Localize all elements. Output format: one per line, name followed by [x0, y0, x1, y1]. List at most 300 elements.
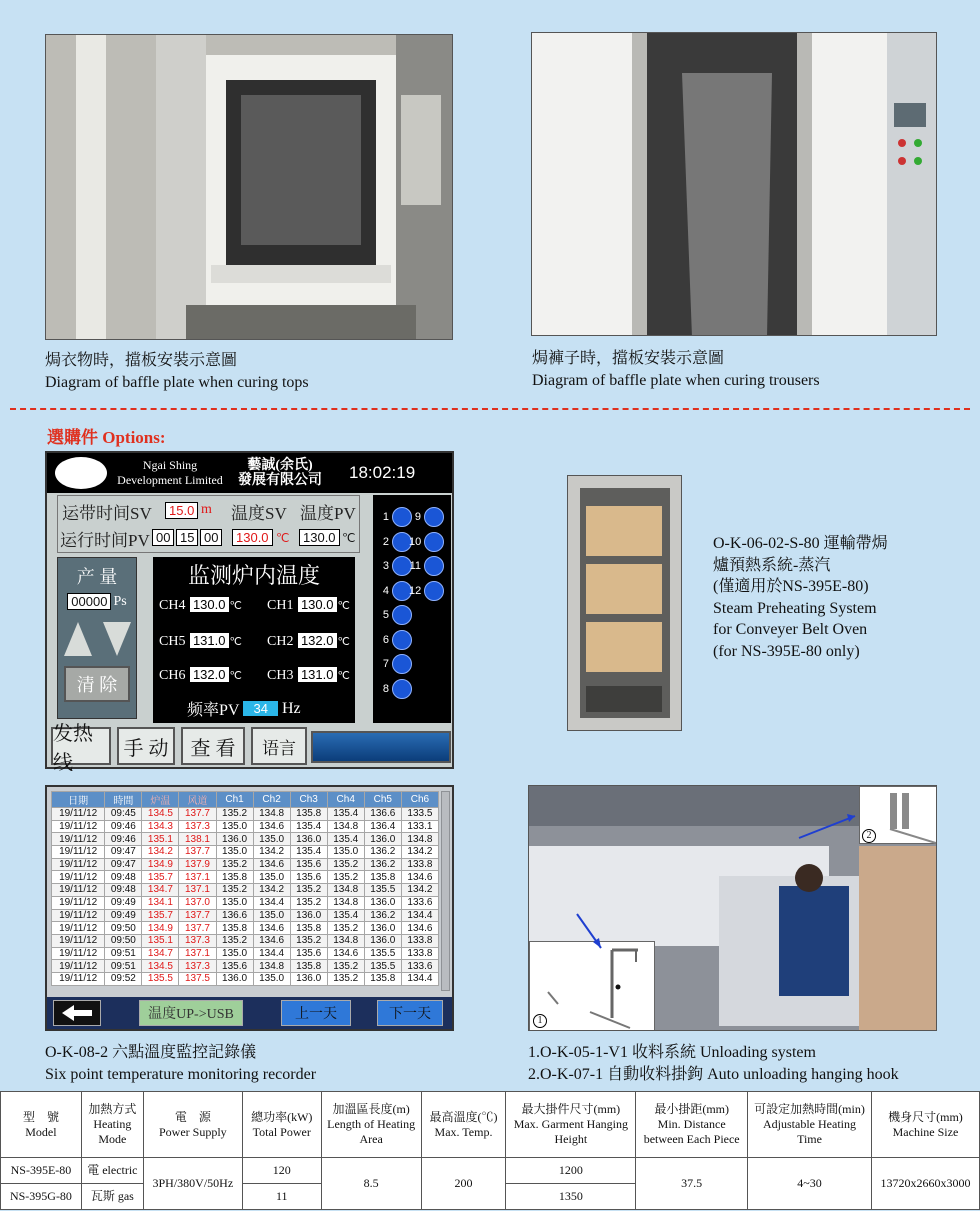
run-time-minutes: 15: [176, 529, 198, 546]
zone-indicator: [377, 628, 412, 653]
recorder-cell: 136.0: [364, 934, 401, 947]
recorder-cell: 134.8: [327, 820, 364, 833]
recorder-row[interactable]: [52, 972, 439, 985]
temp-pv-label: 温度PV: [300, 504, 356, 523]
manual-button[interactable]: 手 动: [117, 727, 175, 765]
zone-indicator-panel: [373, 495, 451, 723]
export-usb-button[interactable]: 温度UP->USB: [139, 1000, 243, 1026]
recorder-cell: 19/11/12: [52, 858, 105, 871]
spec-hanging-height-2: 1350: [506, 1184, 636, 1210]
zone-dot-icon: [392, 654, 412, 674]
recorder-cell: 134.8: [327, 934, 364, 947]
recorder-cell: 135.2: [327, 871, 364, 884]
recorder-cell: 134.4: [401, 972, 438, 985]
zone-indicator: [377, 603, 412, 628]
recorder-cell: 135.8: [290, 808, 327, 821]
spec-header-en: Machine Size: [892, 1124, 959, 1139]
zone-label: 7: [382, 658, 389, 671]
recorder-cell: 135.5: [364, 960, 401, 973]
zone-label: 11: [409, 560, 421, 573]
recorder-cell: 135.2: [327, 960, 364, 973]
temp-sv-unit: ℃: [276, 531, 290, 545]
recorder-cell: 135.2: [327, 922, 364, 935]
recorder-cell: 134.6: [401, 871, 438, 884]
recorder-cell: 137.9: [179, 858, 216, 871]
zone-indicator: [377, 579, 412, 604]
photo-steam-preheater: [567, 475, 682, 731]
recorder-column-header: Ch2: [253, 792, 290, 808]
recorder-row[interactable]: [52, 884, 439, 897]
spec-column-header: [321, 1092, 421, 1158]
recorder-cell: 09:50: [105, 922, 142, 935]
recorder-cell: 137.5: [179, 972, 216, 985]
spec-column-header: [81, 1092, 143, 1158]
channel-ch2: CH2 132.0 ℃: [267, 633, 350, 649]
recorder-cell: 135.7: [142, 909, 179, 922]
zone-label: 4: [382, 584, 389, 597]
spec-header-zh: 最小掛距(mm): [654, 1102, 729, 1116]
zone-label: 2: [382, 535, 389, 548]
output-panel: [57, 557, 137, 719]
settings-frame: [57, 495, 360, 553]
recorder-cell: 136.2: [364, 846, 401, 859]
inset-label-2: 2: [862, 829, 876, 843]
recorder-cell: 137.7: [179, 909, 216, 922]
recorder-cell: 136.0: [290, 972, 327, 985]
caption-en: Diagram of baffle plate when curing trousers: [532, 372, 820, 389]
spec-power-supply: 3PH/380V/50Hz: [143, 1158, 242, 1210]
zone-dot-icon: [424, 581, 444, 601]
recorder-cell: 134.7: [142, 884, 179, 897]
recorder-cell: 19/11/12: [52, 934, 105, 947]
recorder-cell: 19/11/12: [52, 972, 105, 985]
recorder-cell: 135.0: [253, 833, 290, 846]
recorder-cell: 137.3: [179, 960, 216, 973]
recorder-cell: 135.6: [290, 947, 327, 960]
recorder-cell: 138.1: [179, 833, 216, 846]
zone-label: 1: [382, 511, 389, 524]
recorder-cell: 135.4: [327, 808, 364, 821]
belt-time-unit: m: [201, 502, 212, 517]
recorder-cell: 134.2: [401, 884, 438, 897]
spec-min-distance: 37.5: [636, 1158, 748, 1210]
recorder-cell: 137.3: [179, 820, 216, 833]
temperature-recorder: [45, 785, 454, 1031]
recorder-cell: 135.2: [290, 896, 327, 909]
temp-pv-field: 130.0: [299, 529, 340, 546]
recorder-cell: 19/11/12: [52, 922, 105, 935]
recorder-row[interactable]: [52, 896, 439, 909]
recorder-cell: 134.2: [253, 884, 290, 897]
recorder-cell: 19/11/12: [52, 820, 105, 833]
dashed-divider: [10, 408, 970, 410]
run-time-seconds: 00: [200, 529, 222, 546]
zone-indicator: [377, 505, 412, 530]
unloading-caption: 1.O-K-05-1-V1 收料系統 Unloading system 2.O-K-07-1 自動收料掛鉤 Auto unloading hanging hook: [528, 1044, 899, 1083]
recorder-cell: 134.6: [253, 820, 290, 833]
recorder-cell: 09:51: [105, 947, 142, 960]
recorder-cell: 134.8: [327, 896, 364, 909]
recorder-row[interactable]: [52, 833, 439, 846]
recorder-cell: 135.5: [142, 972, 179, 985]
recorder-cell: 135.2: [327, 858, 364, 871]
recorder-cell: 19/11/12: [52, 960, 105, 973]
zone-indicator: [377, 652, 412, 677]
recorder-toolbar: [47, 997, 452, 1029]
recorder-cell: 135.5: [364, 947, 401, 960]
spec-header-zh: 電 源: [174, 1109, 211, 1124]
recorder-cell: 09:50: [105, 934, 142, 947]
recorder-cell: 135.4: [290, 820, 327, 833]
hmi-header: [47, 453, 452, 493]
recorder-cell: 135.2: [327, 972, 364, 985]
recorder-cell: 135.0: [216, 846, 253, 859]
recorder-cell: 19/11/12: [52, 909, 105, 922]
recorder-row[interactable]: [52, 934, 439, 947]
caption-baffle-trousers: [532, 348, 952, 392]
spec-column-header: [506, 1092, 636, 1158]
recorder-cell: 135.2: [216, 858, 253, 871]
zone-dot-icon: [392, 630, 412, 650]
recorder-scrollbar[interactable]: [441, 791, 450, 991]
recorder-row[interactable]: [52, 922, 439, 935]
spec-column-header: [143, 1092, 242, 1158]
spec-header-en: Adjustable Heating Time: [763, 1117, 856, 1146]
spec-header-en: Power Supply: [158, 1124, 227, 1139]
spec-header-zh: 總功率(kW): [251, 1109, 313, 1124]
recorder-cell: 135.2: [290, 934, 327, 947]
recorder-row[interactable]: [52, 960, 439, 973]
recorder-cell: 136.0: [216, 972, 253, 985]
channel-ch3: CH3 131.0 ℃: [267, 667, 350, 683]
recorder-cell: 137.7: [179, 922, 216, 935]
zone-indicator: [409, 554, 444, 579]
specification-table: [0, 1091, 980, 1210]
recorder-cell: 137.3: [179, 934, 216, 947]
spec-machine-size: 13720x2660x3000: [871, 1158, 979, 1210]
back-arrow-button[interactable]: [53, 1000, 101, 1026]
clock: 18:02:19: [349, 463, 416, 482]
spec-header-en: Heating Mode: [93, 1117, 132, 1146]
spec-column-header: [421, 1092, 506, 1158]
up-arrow-icon[interactable]: [62, 620, 94, 658]
spec-max-temp: 200: [421, 1158, 506, 1210]
recorder-cell: 135.4: [327, 909, 364, 922]
photo-baffle-tops: [45, 34, 453, 340]
recorder-cell: 134.9: [142, 858, 179, 871]
spec-header-zh: 加溫區長度(m): [332, 1102, 410, 1116]
spec-total-power-1: 120: [242, 1158, 321, 1184]
pointer-arrows: [529, 786, 937, 1031]
zone-label: 8: [382, 682, 389, 695]
recorder-column-header: Ch1: [216, 792, 253, 808]
zone-indicator: [377, 530, 412, 555]
recorder-cell: 135.8: [216, 922, 253, 935]
output-unit: Ps: [113, 593, 127, 609]
recorder-cell: 135.8: [364, 871, 401, 884]
recorder-cell: 134.2: [142, 846, 179, 859]
photo-unloading-system: [528, 785, 937, 1031]
recorder-row[interactable]: [52, 947, 439, 960]
recorder-cell: 09:49: [105, 896, 142, 909]
recorder-cell: 135.8: [216, 871, 253, 884]
recorder-cell: 133.8: [401, 858, 438, 871]
recorder-cell: 135.0: [216, 820, 253, 833]
down-arrow-icon[interactable]: [101, 620, 133, 658]
recorder-cell: 134.2: [253, 846, 290, 859]
clear-button[interactable]: 清 除: [64, 666, 130, 702]
zone-indicator: [409, 505, 444, 530]
recorder-cell: 134.4: [253, 896, 290, 909]
recorder-cell: 134.6: [327, 947, 364, 960]
spec-header-zh: 型 號: [22, 1109, 59, 1124]
output-label: 产 量: [76, 567, 118, 587]
recorder-cell: 135.7: [142, 871, 179, 884]
recorder-column-header: Ch4: [327, 792, 364, 808]
inset-label-1: 1: [533, 1014, 547, 1028]
spec-model-2: NS-395G-80: [1, 1184, 82, 1210]
recorder-cell: 136.0: [364, 896, 401, 909]
recorder-cell: 136.0: [364, 922, 401, 935]
recorder-cell: 133.6: [401, 896, 438, 909]
spec-heating-2: 瓦斯 gas: [81, 1184, 143, 1210]
recorder-cell: 137.7: [179, 808, 216, 821]
spec-total-power-2: 11: [242, 1184, 321, 1210]
run-time-hours: 00: [152, 529, 174, 546]
recorder-cell: 09:48: [105, 871, 142, 884]
run-time-pv-label: 运行时间PV: [60, 531, 150, 550]
recorder-row[interactable]: [52, 858, 439, 871]
spec-header-en: Max. Temp.: [434, 1124, 493, 1139]
options-title: 選購件 Options:: [47, 428, 166, 447]
spec-header-zh: 機身尺寸(mm): [888, 1109, 963, 1124]
recorder-column-header: 风道: [179, 792, 216, 808]
recorder-cell: 135.0: [216, 896, 253, 909]
recorder-cell: 133.1: [401, 820, 438, 833]
recorder-cell: 135.6: [216, 960, 253, 973]
recorder-cell: 135.6: [290, 871, 327, 884]
channel-ch4: CH4 130.0 ℃: [159, 597, 242, 613]
recorder-cell: 135.0: [253, 972, 290, 985]
recorder-cell: 134.2: [401, 846, 438, 859]
recorder-cell: 09:46: [105, 820, 142, 833]
recorder-column-header: Ch6: [401, 792, 438, 808]
recorder-cell: 135.4: [327, 833, 364, 846]
recorder-cell: 133.8: [401, 947, 438, 960]
recorder-cell: 135.0: [216, 947, 253, 960]
recorder-cell: 135.5: [364, 884, 401, 897]
zone-label: 5: [382, 609, 389, 622]
channel-ch1: CH1 130.0 ℃: [267, 597, 350, 613]
recorder-cell: 135.6: [290, 858, 327, 871]
recorder-cell: 133.5: [401, 808, 438, 821]
recorder-cell: 136.2: [364, 858, 401, 871]
frequency-readout: 频率PV 34 Hz: [187, 699, 301, 719]
monitor-title: 监测炉内温度: [187, 563, 320, 588]
recorder-cell: 135.8: [290, 922, 327, 935]
zone-indicator: [377, 554, 412, 579]
recorder-cell: 134.6: [253, 934, 290, 947]
recorder-table: [51, 791, 439, 986]
recorder-row[interactable]: [52, 871, 439, 884]
recorder-cell: 134.6: [253, 922, 290, 935]
recorder-cell: 134.6: [401, 922, 438, 935]
spec-column-header: [636, 1092, 748, 1158]
recorder-cell: 136.0: [290, 833, 327, 846]
previous-day-button[interactable]: 上一天: [281, 1000, 351, 1026]
spec-header-en: Total Power: [252, 1124, 311, 1139]
channel-ch6: CH6 132.0 ℃: [159, 667, 242, 683]
zone-label: 9: [414, 511, 421, 524]
zone-dot-icon: [424, 532, 444, 552]
spec-header-en: Model: [25, 1124, 57, 1139]
spec-column-header: [748, 1092, 872, 1158]
recorder-cell: 136.6: [364, 808, 401, 821]
temp-sv-field[interactable]: 130.0: [232, 529, 273, 546]
caption-baffle-tops: [45, 350, 465, 394]
recorder-cell: 134.8: [253, 808, 290, 821]
recorder-cell: 136.0: [364, 833, 401, 846]
channel-ch5: CH5 131.0 ℃: [159, 633, 242, 649]
spec-model-1: NS-395E-80: [1, 1158, 82, 1184]
zone-indicator: [377, 677, 412, 702]
recorder-cell: 09:52: [105, 972, 142, 985]
specification-table-wrap: [0, 1091, 980, 1209]
heating-wire-button[interactable]: 发热线: [51, 727, 111, 765]
spec-header-zh: 加熱方式: [88, 1102, 137, 1116]
recorder-cell: 136.2: [364, 909, 401, 922]
recorder-cell: 134.5: [142, 960, 179, 973]
spec-header-en: Min. Distance between Each Piece: [643, 1117, 740, 1146]
zone-dot-icon: [392, 605, 412, 625]
zone-label: 3: [382, 560, 389, 573]
company-logo: [55, 457, 107, 489]
recorder-cell: 133.6: [401, 960, 438, 973]
recorder-cell: 134.9: [142, 922, 179, 935]
recorder-cell: 137.1: [179, 947, 216, 960]
recorder-cell: 135.2: [290, 884, 327, 897]
zone-dot-icon: [424, 556, 444, 576]
recorder-cell: 135.2: [216, 884, 253, 897]
recorder-row[interactable]: [52, 820, 439, 833]
recorder-cell: 137.1: [179, 884, 216, 897]
recorder-cell: 134.4: [253, 947, 290, 960]
recorder-cell: 134.5: [142, 808, 179, 821]
spec-header-en: Max. Garment Hanging Height: [513, 1117, 628, 1146]
recorder-cell: 136.4: [364, 820, 401, 833]
recorder-cell: 09:49: [105, 909, 142, 922]
recorder-cell: 135.0: [253, 871, 290, 884]
recorder-cell: 134.4: [401, 909, 438, 922]
recorder-cell: 134.8: [253, 960, 290, 973]
spec-header-zh: 最大掛件尺寸(mm): [521, 1102, 621, 1116]
recorder-cell: 19/11/12: [52, 846, 105, 859]
zone-indicator: [409, 530, 444, 555]
spec-column-header: [242, 1092, 321, 1158]
spec-length: 8.5: [321, 1158, 421, 1210]
recorder-cell: 135.1: [142, 833, 179, 846]
recorder-cell: 09:48: [105, 884, 142, 897]
recorder-cell: 134.6: [253, 858, 290, 871]
photo-baffle-trousers: [531, 32, 937, 336]
recorder-cell: 135.0: [253, 909, 290, 922]
back-arrow-icon: [60, 1003, 94, 1023]
temperature-monitor: [153, 557, 355, 723]
spec-heating-time: 4~30: [748, 1158, 872, 1210]
status-bar-button[interactable]: [311, 731, 451, 763]
baffle-tops-image: [46, 35, 453, 340]
temp-pv-unit: ℃: [342, 531, 356, 545]
recorder-cell: 135.8: [290, 960, 327, 973]
recorder-column-header: 時間: [105, 792, 142, 808]
recorder-cell: 134.7: [142, 947, 179, 960]
view-button[interactable]: 查 看: [181, 727, 245, 765]
caption-zh: 焗褲子時，擋板安裝示意圖: [532, 350, 725, 367]
recorder-cell: 19/11/12: [52, 896, 105, 909]
spec-column-header: [1, 1092, 82, 1158]
spec-column-header: [871, 1092, 979, 1158]
recorder-cell: 136.0: [290, 909, 327, 922]
recorder-cell: 136.0: [216, 833, 253, 846]
spec-hanging-height-1: 1200: [506, 1158, 636, 1184]
spec-header-en: Length of Heating Area: [327, 1117, 416, 1146]
recorder-cell: 09:47: [105, 846, 142, 859]
recorder-row[interactable]: [52, 808, 439, 821]
zone-label: 6: [382, 633, 389, 646]
spec-header-zh: 可設定加熱時間(min): [754, 1102, 865, 1116]
recorder-row[interactable]: [52, 846, 439, 859]
spec-header-zh: 最高溫度(℃): [429, 1109, 498, 1124]
next-day-button[interactable]: 下一天: [377, 1000, 443, 1026]
zone-label: 12: [409, 584, 422, 597]
temp-sv-label: 温度SV: [231, 504, 287, 523]
recorder-caption: O-K-08-2 六點溫度監控記錄儀 Six point temperature monitoring recorder: [45, 1044, 317, 1083]
caption-en: Diagram of baffle plate when curing tops: [45, 374, 309, 391]
belt-time-sv-field[interactable]: 15.0: [165, 502, 198, 519]
zone-indicator: [409, 579, 444, 604]
zone-dot-icon: [392, 679, 412, 699]
recorder-cell: 136.6: [216, 909, 253, 922]
recorder-cell: 135.4: [290, 846, 327, 859]
recorder-cell: 133.8: [401, 934, 438, 947]
recorder-cell: 134.3: [142, 820, 179, 833]
recorder-cell: 135.2: [216, 808, 253, 821]
recorder-cell: 137.7: [179, 846, 216, 859]
recorder-column-header: 炉温: [142, 792, 179, 808]
recorder-cell: 19/11/12: [52, 884, 105, 897]
recorder-cell: 135.8: [364, 972, 401, 985]
baffle-trousers-image: [532, 33, 937, 336]
recorder-cell: 134.1: [142, 896, 179, 909]
recorder-row[interactable]: [52, 909, 439, 922]
recorder-cell: 135.1: [142, 934, 179, 947]
recorder-cell: 19/11/12: [52, 808, 105, 821]
recorder-column-header: Ch5: [364, 792, 401, 808]
zone-label: 10: [409, 535, 422, 548]
recorder-cell: 137.0: [179, 896, 216, 909]
steam-preheater-image: [568, 476, 682, 731]
recorder-cell: 135.0: [327, 846, 364, 859]
steam-description: O-K-06-02-S-80 運輸帶焗 爐預熱系統-蒸汽 (僅適用於NS-395E-80) Steam Preheating System for Conveyer Belt Oven (for NS-395E-80 only): [713, 535, 888, 660]
zone-dot-icon: [424, 507, 444, 527]
recorder-cell: 137.1: [179, 871, 216, 884]
recorder-column-header: 日期: [52, 792, 105, 808]
language-button[interactable]: 语言: [251, 727, 307, 765]
recorder-cell: 135.2: [216, 934, 253, 947]
company-name-en: Ngai Shing Development Limited: [117, 458, 223, 487]
recorder-cell: 134.8: [401, 833, 438, 846]
recorder-cell: 09:46: [105, 833, 142, 846]
